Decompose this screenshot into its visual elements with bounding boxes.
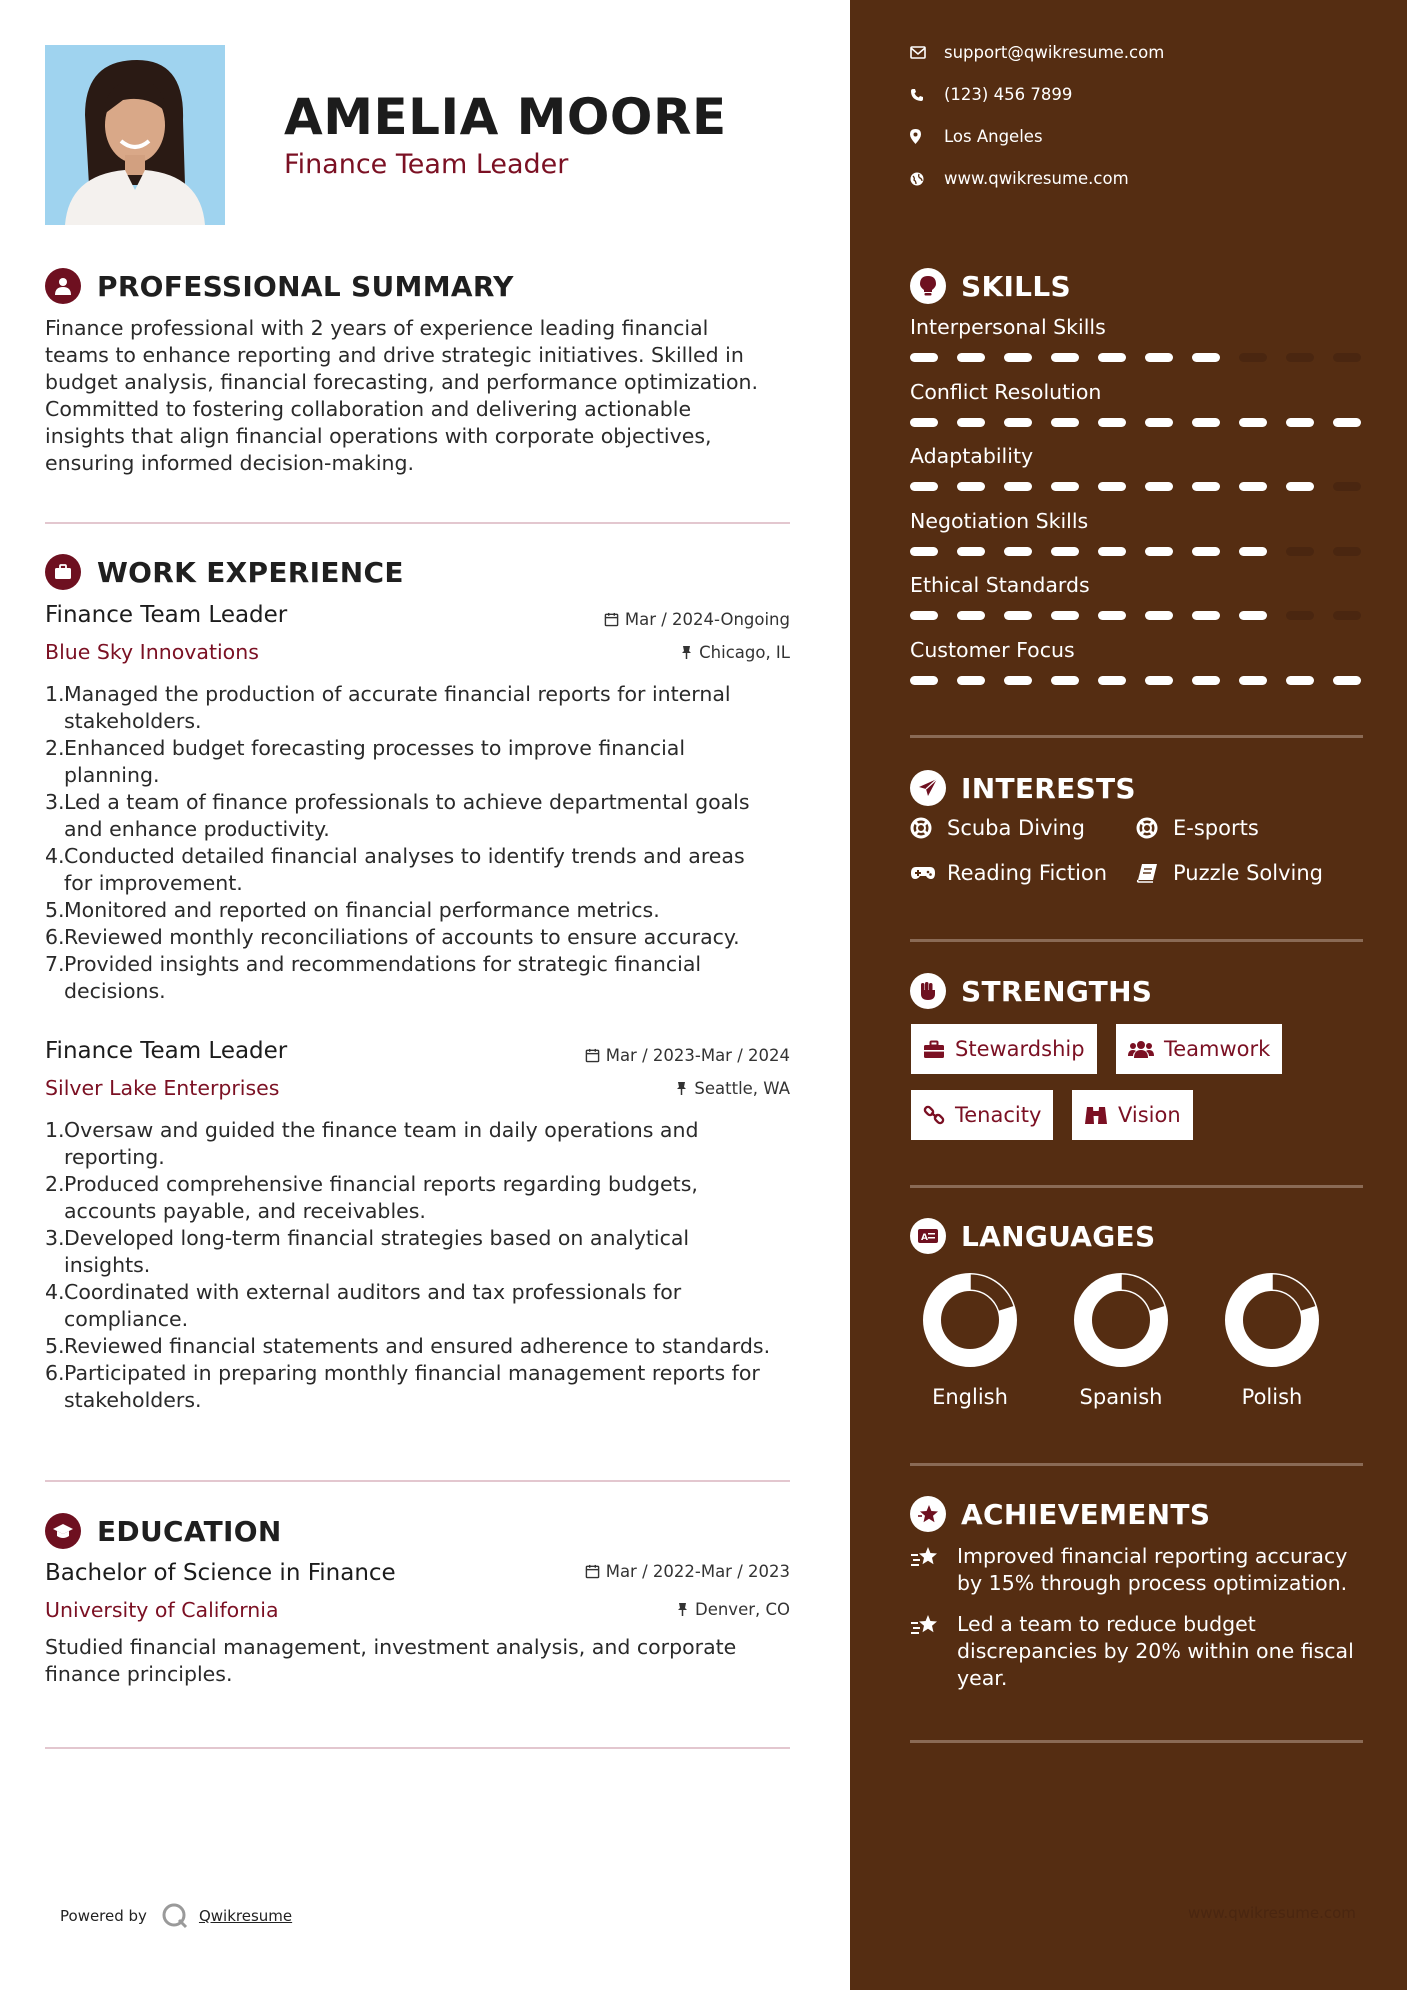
skill-dash (1333, 353, 1361, 362)
powered-by (60, 1902, 292, 1930)
summary-line: ensuring informed decision-making. (45, 451, 415, 475)
strength-label: Teamwork (1164, 1037, 1271, 1061)
skill-dash (1051, 482, 1079, 491)
language-ring (1207, 1270, 1337, 1374)
pin-icon (675, 1081, 688, 1096)
briefcase-icon (45, 554, 81, 590)
skill-dash (1286, 547, 1314, 556)
duty-line (45, 1117, 795, 1144)
duty-number: 6. (45, 925, 65, 949)
education-location-text: Denver, CO (694, 1600, 790, 1619)
duty-line (45, 762, 795, 789)
duty-line (45, 897, 795, 924)
skill-rating (910, 676, 1361, 685)
calendar-icon (604, 612, 619, 627)
summary-line: insights that align financial operations with corporate objectives, (45, 424, 712, 448)
duty-line (45, 1171, 795, 1198)
skill-dash (957, 418, 985, 427)
phone-text: (123) 456 7899 (944, 85, 1073, 104)
skill-dash (1004, 353, 1032, 362)
skill-dash (957, 676, 985, 685)
interest-item (1136, 861, 1323, 885)
contact-website[interactable] (910, 169, 1129, 188)
duty-line (45, 789, 795, 816)
achievements-header (910, 1496, 1210, 1532)
skill-dash (1239, 547, 1267, 556)
education-description (45, 1634, 785, 1688)
duty-line (45, 1333, 795, 1360)
skill-dash (1004, 482, 1032, 491)
skill-dash (1286, 418, 1314, 427)
skill-dash (1192, 547, 1220, 556)
language-label: English (932, 1385, 1008, 1409)
footer-url: www.qwikresume.com (1188, 1904, 1356, 1922)
skill-dash (957, 353, 985, 362)
skill-dash (1192, 418, 1220, 427)
binoculars-icon (1084, 1104, 1108, 1126)
paper-plane-icon (910, 770, 946, 806)
duty-number: 3. (45, 1226, 65, 1250)
languages-header (910, 1218, 1155, 1254)
duty-text: Conducted detailed financial analyses to identify trends and areas (64, 844, 745, 868)
skill-dash (1051, 547, 1079, 556)
education-line: finance principles. (45, 1662, 233, 1686)
skill-label: Adaptability (910, 444, 1034, 468)
profile-photo (45, 45, 225, 225)
skill-dash (1004, 611, 1032, 620)
interest-label: Puzzle Solving (1173, 861, 1323, 885)
skill-dash (1239, 676, 1267, 685)
skill-dash (1239, 418, 1267, 427)
duty-text: Managed the production of accurate financial reports for internal (64, 682, 731, 706)
section-divider (910, 939, 1363, 942)
interest-label: Reading Fiction (947, 861, 1108, 885)
duty-line (45, 1360, 795, 1387)
job-dates-text: Mar / 2024-Ongoing (624, 610, 790, 629)
skill-dash (1051, 418, 1079, 427)
strengths-header (910, 973, 1152, 1009)
language-donut (1071, 1270, 1171, 1370)
strength-badge (1116, 1024, 1282, 1074)
section-divider (45, 1747, 790, 1749)
languages-heading: LANGUAGES (961, 1219, 1156, 1253)
skill-dash (1286, 611, 1314, 620)
degree-title: Bachelor of Science in Finance (45, 1560, 396, 1586)
qwikresume-logo-icon (161, 1902, 189, 1930)
skill-dash (910, 547, 938, 556)
email-text: support@qwikresume.com (944, 43, 1165, 62)
education-location (676, 1600, 790, 1619)
skill-dash (1192, 676, 1220, 685)
skill-dash (910, 482, 938, 491)
education-line: Studied financial management, investment analysis, and corporate (45, 1635, 737, 1659)
shooting-star-icon (910, 1545, 940, 1571)
shooting-star-icon (910, 1613, 940, 1639)
summary-heading: PROFESSIONAL SUMMARY (97, 269, 514, 303)
skill-dash (1004, 418, 1032, 427)
location-text: Los Angeles (944, 127, 1043, 146)
lightbulb-icon (910, 268, 946, 304)
language-donut (1222, 1270, 1322, 1370)
duty-line (45, 1252, 795, 1279)
skill-dash (1333, 676, 1361, 685)
achievement-line: Improved financial reporting accuracy (957, 1544, 1348, 1568)
duty-text: stakeholders. (64, 1388, 202, 1412)
achievement-line: discrepancies by 20% within one fiscal (957, 1639, 1354, 1663)
skill-rating (910, 353, 1361, 362)
star-badge-icon (910, 1496, 946, 1532)
section-divider (910, 735, 1363, 738)
duty-line (45, 708, 795, 735)
duty-text: Oversaw and guided the finance team in daily operations and (64, 1118, 699, 1142)
contact-email[interactable] (910, 43, 1164, 62)
skill-dash (1333, 482, 1361, 491)
job-dates-text: Mar / 2023-Mar / 2024 (605, 1046, 790, 1065)
duty-text: Developed long-term financial strategies based on analytical (64, 1226, 690, 1250)
duty-line (45, 951, 795, 978)
duty-line (45, 870, 795, 897)
duty-line (45, 978, 795, 1005)
envelope-icon (910, 46, 926, 59)
skill-dash (1098, 676, 1126, 685)
duty-line (45, 1279, 795, 1306)
skill-dash (1145, 547, 1173, 556)
skill-dash (1145, 676, 1173, 685)
duty-number: 1. (45, 1118, 65, 1142)
education-header (45, 1513, 282, 1549)
skills-heading: SKILLS (961, 269, 1071, 303)
website-text: www.qwikresume.com (944, 169, 1129, 188)
summary-line: Committed to fostering collaboration and delivering actionable (45, 397, 692, 421)
job-company: Silver Lake Enterprises (45, 1076, 280, 1100)
language-donut (920, 1270, 1020, 1370)
skill-dash (1098, 611, 1126, 620)
skill-rating (910, 482, 1361, 491)
duty-number: 6. (45, 1361, 65, 1385)
school-name: University of California (45, 1598, 279, 1622)
contact-location (910, 127, 1043, 146)
duty-text: Participated in preparing monthly financial management reports for (64, 1361, 760, 1385)
lifebuoy-icon (1136, 817, 1158, 839)
map-marker-icon (910, 129, 921, 144)
skill-dash (1286, 353, 1314, 362)
duty-text: Reviewed monthly reconciliations of accounts to ensure accuracy. (64, 925, 740, 949)
skill-dash (957, 547, 985, 556)
interest-item (910, 861, 1107, 885)
duty-line (45, 735, 795, 762)
job-location-text: Chicago, IL (699, 643, 790, 662)
duty-number (45, 1144, 64, 1171)
duty-text: insights. (64, 1253, 151, 1277)
achievement-item (910, 1611, 1370, 1692)
section-divider (910, 1463, 1363, 1466)
candidate-title: Finance Team Leader (284, 149, 569, 180)
interests-heading: INTERESTS (961, 771, 1136, 805)
duty-text: planning. (64, 763, 160, 787)
duty-number (45, 762, 64, 789)
skill-dash (1192, 353, 1220, 362)
duty-number (45, 870, 64, 897)
link-icon (923, 1104, 945, 1126)
skill-dash (1333, 547, 1361, 556)
skill-rating (910, 547, 1361, 556)
duty-text: accounts payable, and receivables. (64, 1199, 426, 1223)
user-icon (45, 268, 81, 304)
duty-number (45, 708, 64, 735)
briefcase-icon (923, 1040, 945, 1059)
duty-line (45, 1225, 795, 1252)
skills-header (910, 268, 1071, 304)
duty-text: Enhanced budget forecasting processes to improve financial (64, 736, 686, 760)
globe-icon (910, 172, 924, 186)
skill-label: Conflict Resolution (910, 379, 1102, 404)
summary-line: Finance professional with 2 years of experience leading financial (45, 316, 709, 340)
skill-dash (910, 676, 938, 685)
skill-dash (1286, 482, 1314, 491)
duty-line (45, 1306, 795, 1333)
duty-text: Led a team of finance professionals to achieve departmental goals (64, 790, 750, 814)
interests-header (910, 770, 1136, 806)
duty-number (45, 1198, 64, 1225)
duty-text: reporting. (64, 1145, 165, 1169)
section-divider (45, 1480, 790, 1482)
skill-dash (1098, 418, 1126, 427)
duty-number (45, 816, 64, 843)
skill-label: Interpersonal Skills (910, 315, 1106, 339)
lifebuoy-icon (910, 817, 932, 839)
duty-number (45, 978, 64, 1005)
language-icon (910, 1218, 946, 1254)
job-duties (45, 1117, 795, 1414)
candidate-name: AMELIA MOORE (284, 88, 727, 146)
section-divider (45, 522, 790, 524)
job-title: Finance Team Leader (45, 602, 288, 628)
skill-dash (1333, 418, 1361, 427)
summary-line: teams to enhance reporting and drive strategic initiatives. Skilled in (45, 343, 744, 367)
duty-text: Coordinated with external auditors and tax professionals for (64, 1280, 682, 1304)
skill-dash (1145, 418, 1173, 427)
job-title: Finance Team Leader (45, 1038, 288, 1064)
skill-dash (1239, 482, 1267, 491)
skill-dash (910, 611, 938, 620)
strength-label: Vision (1118, 1103, 1181, 1127)
skill-dash (1051, 611, 1079, 620)
gamepad-icon (910, 865, 936, 881)
job-location-text: Seattle, WA (694, 1079, 790, 1098)
job-company: Blue Sky Innovations (45, 640, 259, 664)
duty-text: stakeholders. (64, 709, 202, 733)
skill-dash (1098, 547, 1126, 556)
strength-badge (911, 1024, 1097, 1074)
achievement-item (910, 1543, 1370, 1597)
section-divider (910, 1185, 1363, 1188)
skill-dash (1004, 547, 1032, 556)
duty-number (45, 1306, 64, 1333)
interest-label: E-sports (1173, 816, 1259, 840)
language-label: Spanish (1079, 1385, 1163, 1409)
skill-dash (910, 353, 938, 362)
job-location (675, 1079, 790, 1098)
strength-badge (1072, 1090, 1193, 1140)
skill-dash (1098, 482, 1126, 491)
duty-number: 2. (45, 736, 65, 760)
duty-number: 4. (45, 1280, 65, 1304)
powered-by-label: Powered by (60, 1907, 147, 1925)
skill-dash (1192, 482, 1220, 491)
duty-text: Provided insights and recommendations for strategic financial (64, 952, 702, 976)
strength-badge (911, 1090, 1053, 1140)
skill-dash (1286, 676, 1314, 685)
duty-text: Reviewed financial statements and ensured adherence to standards. (64, 1334, 771, 1358)
interest-label: Scuba Diving (947, 816, 1085, 840)
skill-dash (910, 418, 938, 427)
achievements-heading: ACHIEVEMENTS (961, 1497, 1211, 1531)
skill-dash (957, 611, 985, 620)
duty-line (45, 816, 795, 843)
language-ring (905, 1270, 1035, 1374)
duty-text: compliance. (64, 1307, 189, 1331)
duty-number: 2. (45, 1172, 65, 1196)
qwikresume-link[interactable]: Qwikresume (198, 1907, 293, 1925)
duty-number: 5. (45, 898, 65, 922)
job-dates (604, 610, 790, 629)
duty-line (45, 843, 795, 870)
duty-text: for improvement. (64, 871, 243, 895)
job-location (680, 643, 790, 662)
strength-label: Stewardship (955, 1037, 1085, 1061)
skill-dash (1004, 676, 1032, 685)
skill-rating (910, 418, 1361, 427)
skill-dash (1051, 353, 1079, 362)
education-heading: EDUCATION (97, 1514, 282, 1548)
duty-number (45, 1252, 64, 1279)
summary-line: budget analysis, financial forecasting, and performance optimization. (45, 370, 759, 394)
education-dates-text: Mar / 2022-Mar / 2023 (605, 1562, 790, 1581)
calendar-icon (585, 1564, 600, 1579)
skill-dash (1239, 353, 1267, 362)
skill-dash (1192, 611, 1220, 620)
svg-text:A: A (921, 1233, 928, 1243)
duty-text: Produced comprehensive financial reports regarding budgets, (64, 1172, 698, 1196)
skill-dash (1145, 482, 1173, 491)
skill-dash (1145, 353, 1173, 362)
duty-number: 7. (45, 952, 65, 976)
skill-dash (1333, 611, 1361, 620)
job-duties (45, 681, 795, 1005)
users-icon (1128, 1040, 1154, 1059)
calendar-icon (585, 1048, 600, 1063)
strength-label: Tenacity (955, 1103, 1042, 1127)
duty-number (45, 1387, 64, 1414)
job-dates (585, 1046, 790, 1065)
pin-icon (676, 1602, 689, 1617)
interest-item (910, 816, 1085, 840)
duty-number: 3. (45, 790, 65, 814)
book-icon (1136, 863, 1158, 883)
language-label: Polish (1241, 1385, 1303, 1409)
duty-text: decisions. (64, 979, 166, 1003)
strengths-heading: STRENGTHS (961, 974, 1153, 1008)
pin-icon (680, 645, 693, 660)
duty-text: Monitored and reported on financial performance metrics. (64, 898, 660, 922)
phone-icon (910, 88, 924, 102)
skill-rating (910, 611, 1361, 620)
skill-dash (1051, 676, 1079, 685)
skill-label: Ethical Standards (910, 573, 1090, 597)
duty-line (45, 924, 795, 951)
work-heading: WORK EXPERIENCE (97, 555, 404, 589)
duty-line (45, 1387, 795, 1414)
achievement-line: Led a team to reduce budget (957, 1612, 1256, 1636)
fist-icon (910, 973, 946, 1009)
duty-number: 4. (45, 844, 65, 868)
duty-number: 1. (45, 682, 65, 706)
language-ring (1056, 1270, 1186, 1374)
duty-text: and enhance productivity. (64, 817, 330, 841)
work-header (45, 554, 404, 590)
skill-dash (1098, 353, 1126, 362)
duty-line (45, 1198, 795, 1225)
education-dates (585, 1562, 790, 1581)
skill-dash (1239, 611, 1267, 620)
summary-text (45, 315, 785, 477)
skill-dash (1145, 611, 1173, 620)
achievement-line: by 15% through process optimization. (957, 1571, 1348, 1595)
skill-label: Customer Focus (910, 637, 1075, 662)
skill-label: Negotiation Skills (910, 508, 1089, 533)
duty-number: 5. (45, 1334, 65, 1358)
duty-line (45, 1144, 795, 1171)
summary-header (45, 268, 514, 304)
achievement-line: year. (957, 1666, 1008, 1690)
graduation-cap-icon (45, 1513, 81, 1549)
duty-line (45, 681, 795, 708)
interest-item (1136, 816, 1259, 840)
contact-phone[interactable] (910, 85, 1072, 104)
skill-dash (957, 482, 985, 491)
section-divider (910, 1740, 1363, 1743)
